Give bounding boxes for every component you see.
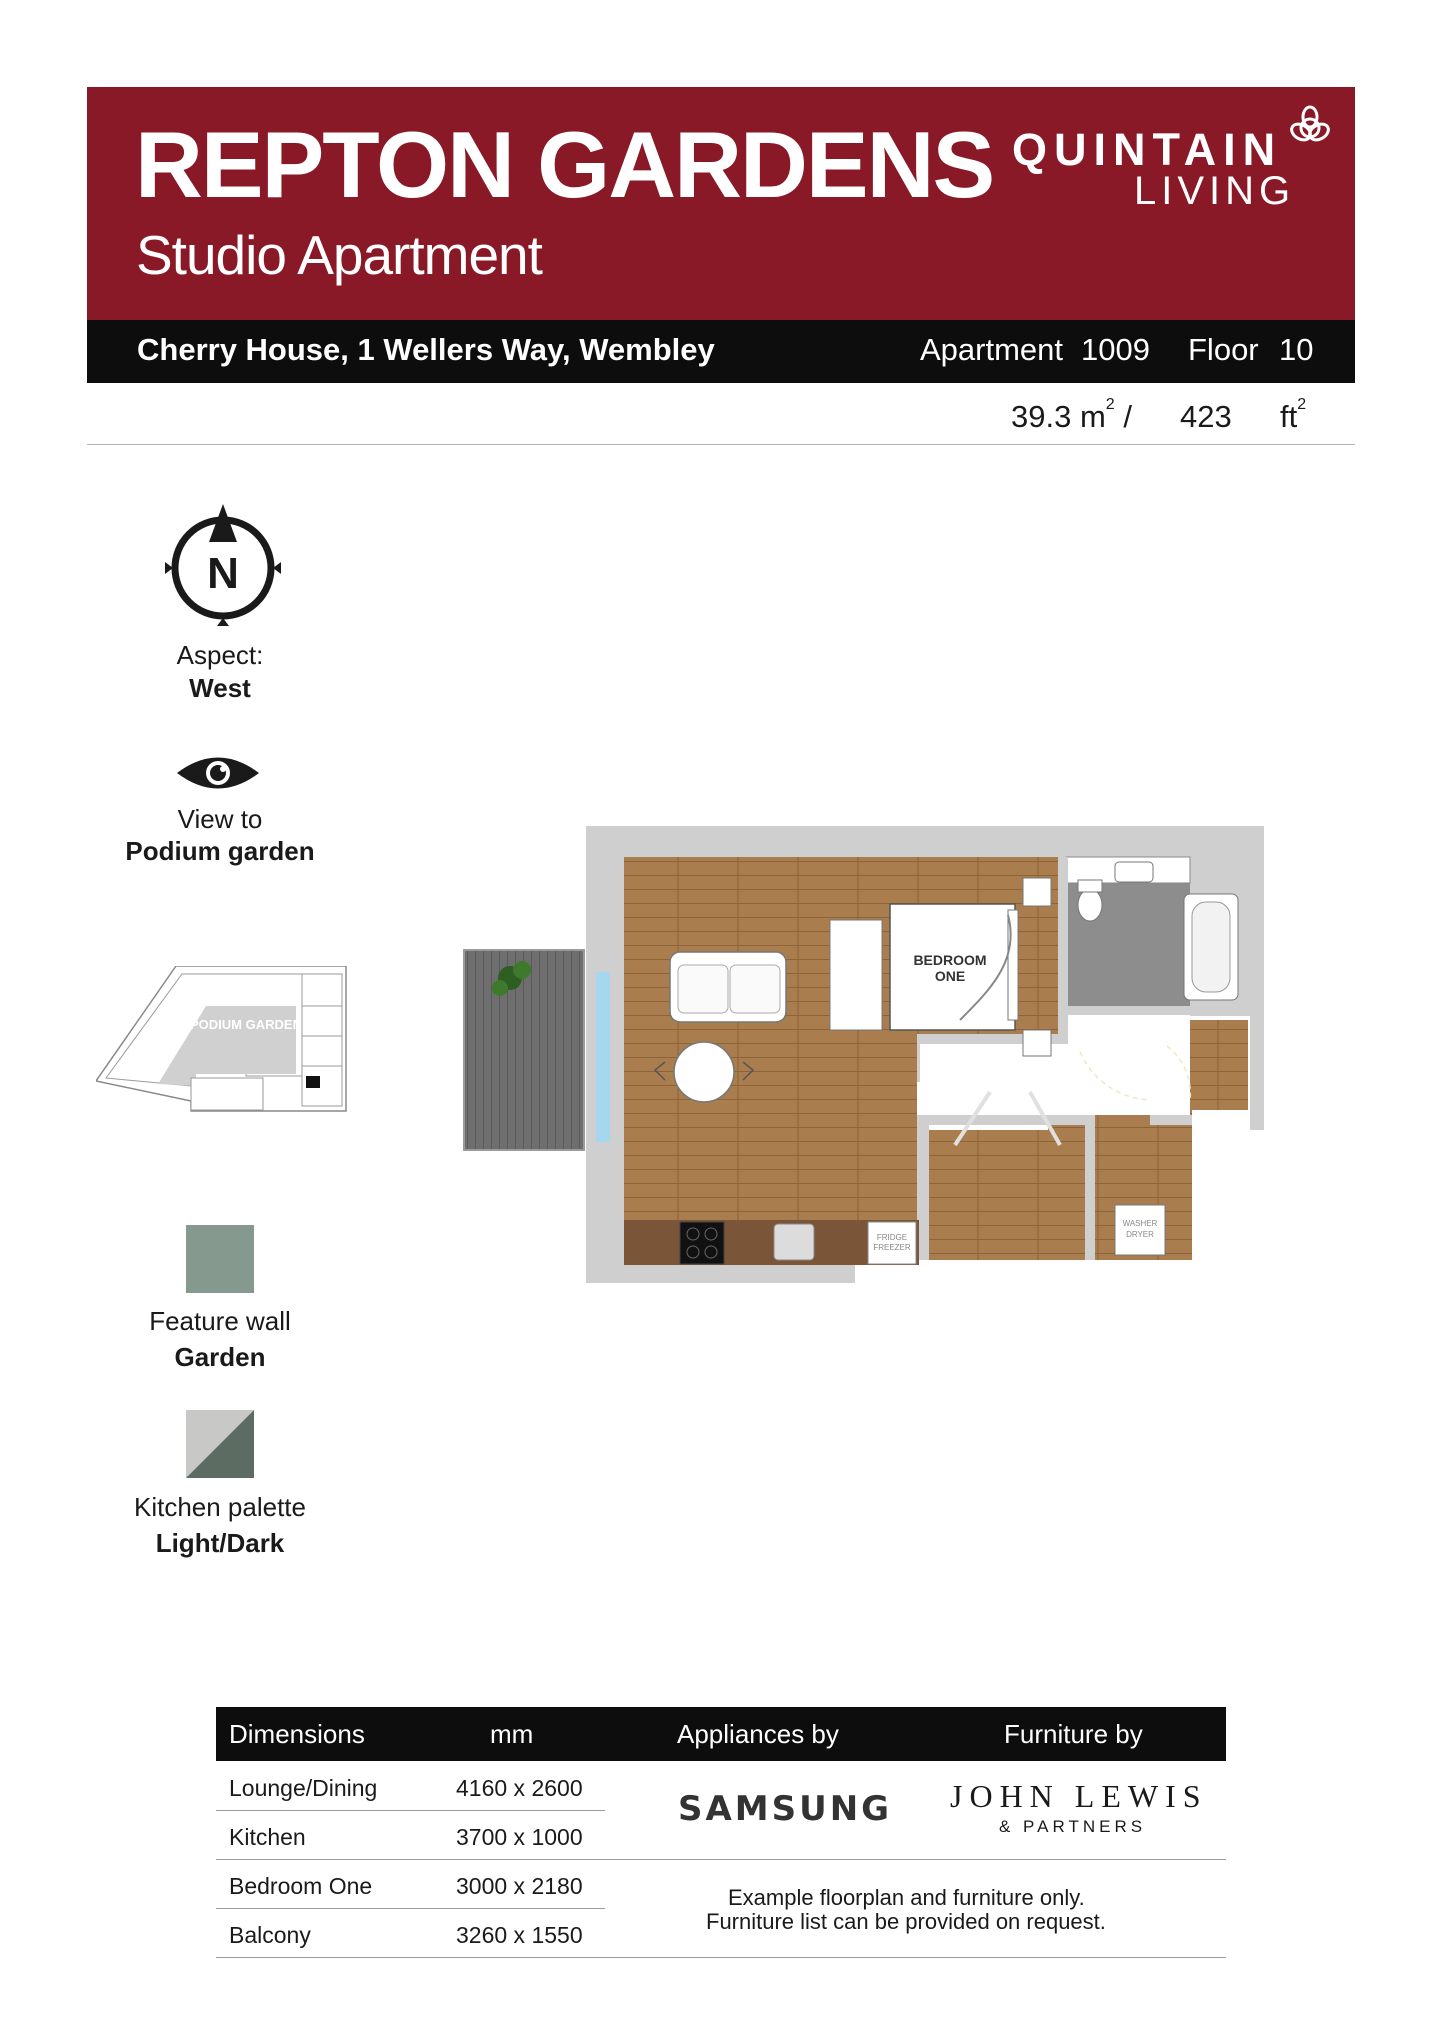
area-sqft: 423 — [1180, 399, 1232, 434]
col-appliances: Appliances by — [677, 1719, 839, 1749]
brand-logo-line1: QUINTAIN — [1012, 124, 1283, 175]
compass-letter: N — [207, 549, 239, 598]
floor-label: Floor — [1188, 332, 1259, 367]
john-lewis-logo-sub: & PARTNERS — [999, 1817, 1147, 1836]
table-row-size: 3260 x 1550 — [456, 1922, 583, 1948]
floor-number: 10 — [1279, 332, 1314, 367]
kitchen-palette-value: Light/Dark — [155, 1528, 285, 1558]
table-row-size: 4160 x 2600 — [456, 1775, 583, 1801]
row-divider — [216, 1908, 605, 1909]
kitchen-palette-swatch — [186, 1410, 254, 1478]
address: Cherry House, 1 Wellers Way, Wembley — [137, 332, 715, 367]
compass-north-icon — [165, 500, 281, 626]
divider — [87, 444, 1355, 445]
eye-icon — [175, 752, 261, 794]
aspect-label: Aspect: — [176, 640, 264, 670]
apartment-label: Apartment — [920, 332, 1064, 367]
brand-logo-line2: LIVING — [1134, 169, 1296, 213]
key-plan — [96, 966, 348, 1116]
row-divider — [216, 1859, 1226, 1860]
aspect-value: West — [189, 673, 251, 703]
feature-wall-label: Feature wall — [149, 1306, 291, 1336]
table-row-room: Bedroom One — [229, 1873, 373, 1899]
floorplan — [460, 820, 1270, 1300]
samsung-logo: SAMSUNG — [678, 1789, 893, 1829]
john-lewis-logo: JOHN LEWIS — [950, 1778, 1208, 1814]
disclaimer-line2: Furniture list can be provided on request. — [706, 1909, 1106, 1934]
table-row-size: 3700 x 1000 — [456, 1824, 583, 1850]
table-row-room: Balcony — [229, 1922, 311, 1948]
area-sqft-unit: $ft^2$ — [1280, 396, 1307, 434]
page-subtitle: Studio Apartment — [136, 224, 542, 286]
page-title: REPTON GARDENS — [135, 112, 994, 217]
kitchen-palette-label: Kitchen palette — [133, 1492, 306, 1522]
feature-wall-swatch — [186, 1225, 254, 1293]
area-sqm: 39.3 $m^2$ / — [1011, 396, 1132, 434]
fridge-label-2: FREEZER — [873, 1243, 911, 1252]
feature-wall-value: Garden — [174, 1342, 266, 1372]
brand-trefoil-icon — [1288, 104, 1332, 148]
row-divider — [216, 1957, 1226, 1958]
table-row-room: Kitchen — [229, 1824, 306, 1850]
washer-label: WASHER — [1122, 1219, 1158, 1228]
fridge-label: FRIDGE — [876, 1233, 908, 1242]
table-row-size: 3000 x 2180 — [456, 1873, 583, 1899]
view-value: Podium garden — [125, 836, 315, 866]
disclaimer-line1: Example floorplan and furniture only. — [728, 1885, 1085, 1910]
col-dimensions: Dimensions — [229, 1719, 365, 1749]
col-furniture: Furniture by — [1004, 1719, 1143, 1749]
key-plan-label: PODIUM GARDEN — [190, 1017, 302, 1032]
view-label: View to — [177, 804, 263, 834]
washer-label-2: DRYER — [1126, 1230, 1154, 1239]
apartment-number: 1009 — [1081, 332, 1150, 367]
table-row-room: Lounge/Dining — [229, 1775, 378, 1801]
bedroom-label-2: ONE — [934, 968, 966, 984]
bedroom-label: BEDROOM — [913, 952, 987, 968]
col-mm: mm — [490, 1719, 534, 1749]
row-divider — [216, 1810, 605, 1811]
